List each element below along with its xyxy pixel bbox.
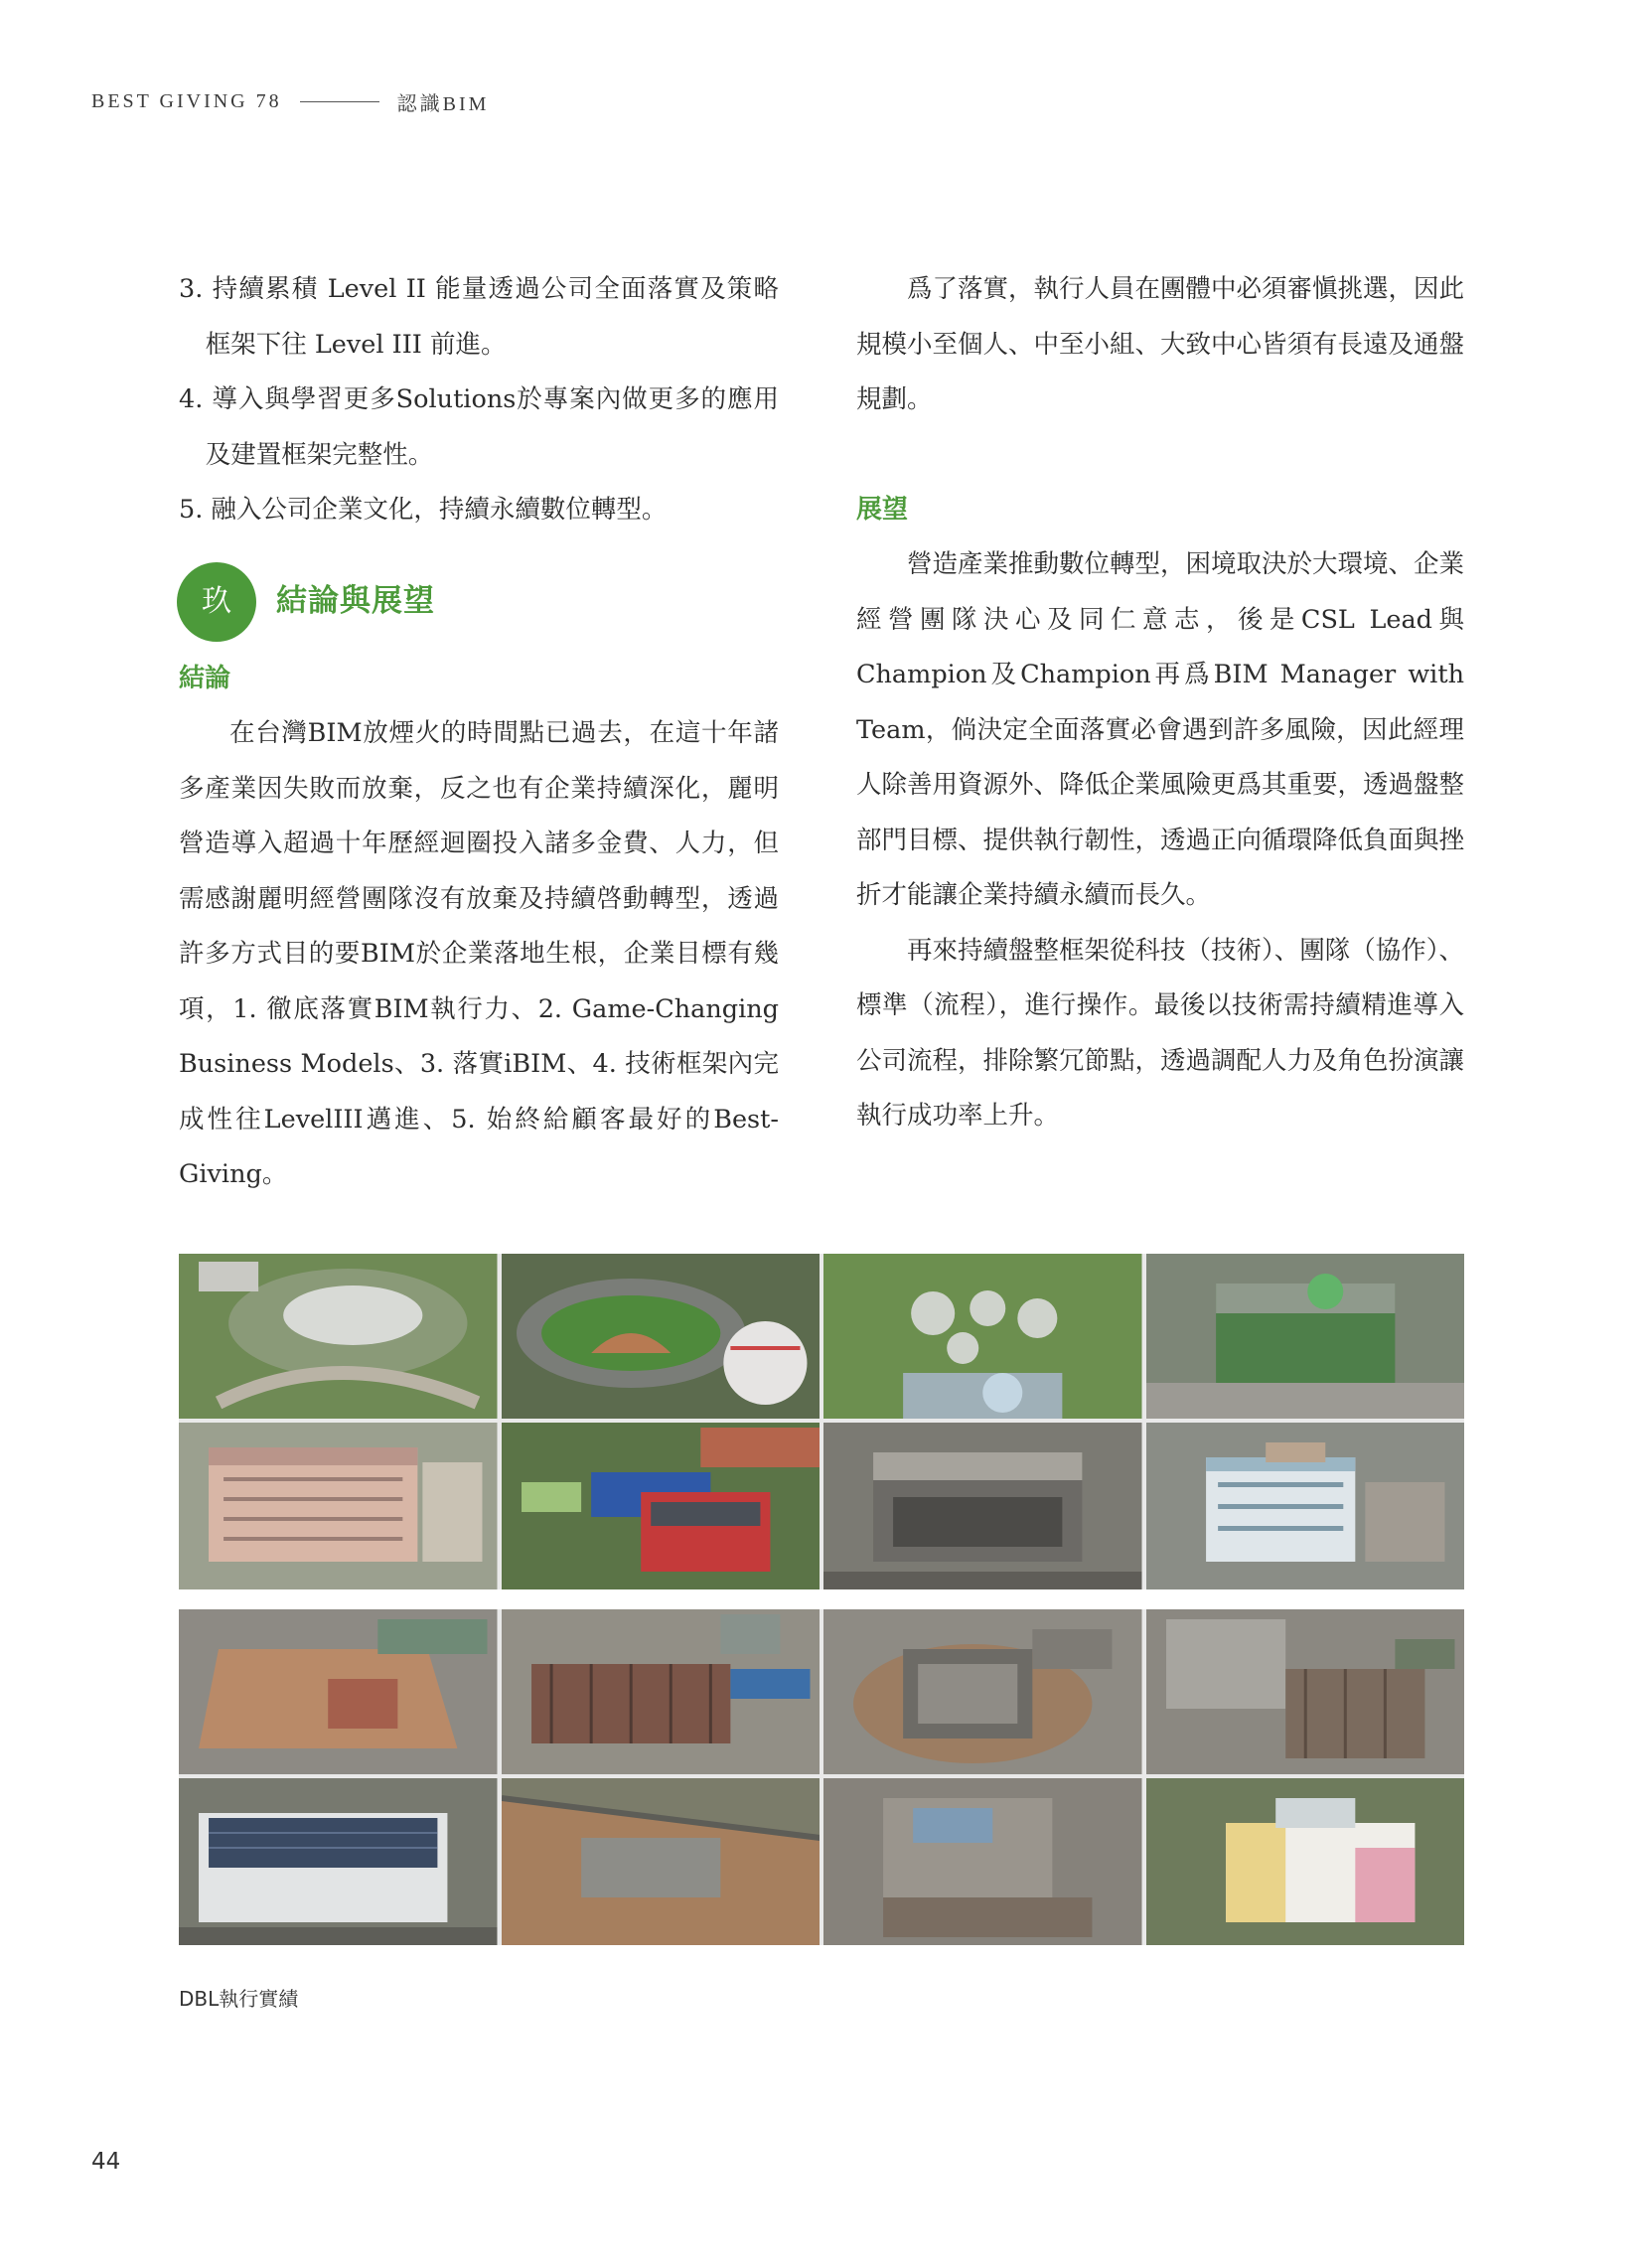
section-title: 結論與展望: [276, 582, 435, 619]
list-item: 4. 導入與學習更多Solutions於專案內做更多的應用及建置框架完整性。: [179, 384, 779, 470]
project-photo-collage: [179, 1254, 1464, 1945]
aerial-photo: [179, 1423, 498, 1589]
aerial-photo: [1146, 1609, 1465, 1774]
photo-block-in-progress: [179, 1609, 1464, 1945]
section-name: 認識BIM: [396, 92, 490, 115]
aerial-photo: [502, 1254, 821, 1419]
photo-caption: DBL執行實績: [179, 1987, 299, 2011]
spacer: [856, 428, 1464, 483]
intro-paragraph: 爲了落實，執行人員在團體中必須審愼挑選，因此規模小至個人、中至小組、大致中心皆須有長遠及通盤規劃。: [856, 274, 1465, 414]
section-number-badge: 玖: [177, 562, 256, 642]
aerial-photo: [823, 1609, 1142, 1774]
left-column: [179, 262, 779, 1203]
list-item: 5. 融入公司企業文化，持續永續數位轉型。: [179, 495, 668, 525]
page-number: 44: [91, 2149, 121, 2175]
aerial-photo: [1146, 1254, 1465, 1419]
header-rule: [300, 101, 379, 102]
list-item: 3. 持續累積 Level II 能量透過公司全面落實及策略框架下往 Level III 前進。: [179, 274, 779, 360]
magazine-title: BEST GIVING 78: [91, 89, 282, 112]
section-heading: [177, 558, 779, 646]
subheading-outlook: 展望: [856, 494, 909, 525]
aerial-photo: [179, 1609, 498, 1774]
outlook-paragraph: 再來持續盤整框架從科技（技術）、團隊（協作）、標準（流程），進行操作。最後以技術需持續精進導入公司流程，排除繁冗節點，透過調配人力及角色扮演讓執行成功率上升。: [856, 935, 1465, 1131]
aerial-photo: [823, 1778, 1142, 1945]
right-column: [856, 262, 1464, 1144]
aerial-photo: [502, 1423, 821, 1589]
photo-block-completed: [179, 1254, 1464, 1589]
running-header: [91, 89, 489, 113]
aerial-photo: [179, 1254, 498, 1419]
aerial-photo: [502, 1609, 821, 1774]
aerial-photo: [502, 1778, 821, 1945]
aerial-photo: [1146, 1778, 1465, 1945]
aerial-photo: [1146, 1423, 1465, 1589]
aerial-photo: [179, 1778, 498, 1945]
outlook-paragraph: 營造產業推動數位轉型，困境取決於大環境、企業經營團隊決心及同仁意志，後是CSL Lead與Champion及Champion再爲BIM Manager with Team，倘決定全面落實必會遇到許多風險，因此經理人除善用資源外、降低企業風險更爲其重要，透過盤整部門目標、提供執行韌性，透過正向循環降低負面與挫折才能讓企業持續永續而長久。: [856, 549, 1465, 910]
aerial-photo: [823, 1254, 1142, 1419]
conclusion-paragraph: 在台灣BIM放煙火的時間點已過去，在這十年諸多產業因失敗而放棄，反之也有企業持續深化，麗明營造導入超過十年歷經迴圈投入諸多金費、人力，但需感謝麗明經營團隊沒有放棄及持續啓動轉型，透過許多方式目的要BIM於企業落地生根，企業目標有幾項，1. 徹底落實BIM執行力、2. Game-Changing Business Models、3. 落實iBIM、4. 技術框架內完成性往LevelIII邁進、5. 始終給顧客最好的Best-Giving。: [179, 718, 779, 1189]
subheading-conclusion: 結論: [179, 663, 231, 693]
aerial-photo: [823, 1423, 1142, 1589]
